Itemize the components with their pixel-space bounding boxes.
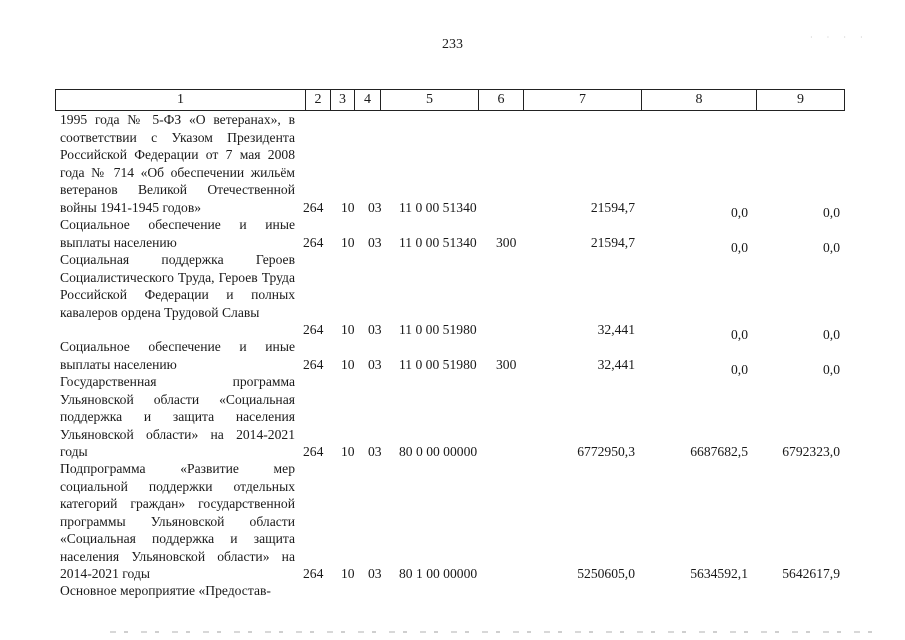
header-col-4: 4 bbox=[355, 90, 381, 111]
cell-col-9: 5642617,9 bbox=[782, 565, 840, 581]
table-body bbox=[0, 111, 905, 600]
cell-col-9: 0,0 bbox=[823, 326, 840, 342]
cell-col-2: 264 bbox=[303, 321, 324, 337]
row-description: Социальное обеспечение и иные выплаты населению bbox=[60, 339, 295, 372]
header-col-5: 5 bbox=[381, 90, 479, 111]
cell-col-3: 10 bbox=[341, 199, 355, 215]
scan-edge-artifacts bbox=[110, 631, 880, 633]
cell-col-6: 300 bbox=[496, 356, 517, 372]
header-col-6: 6 bbox=[479, 90, 524, 111]
cell-col-7: 32,441 bbox=[597, 321, 635, 337]
cell-col-7: 21594,7 bbox=[590, 234, 635, 250]
cell-col-4: 03 bbox=[368, 234, 382, 250]
cell-col-2: 264 bbox=[303, 199, 324, 215]
cell-col-4: 03 bbox=[368, 199, 382, 215]
table-row bbox=[0, 338, 905, 377]
cell-col-7: 6772950,3 bbox=[577, 443, 635, 459]
cell-col-3: 10 bbox=[341, 321, 355, 337]
cell-col-2: 264 bbox=[303, 565, 324, 581]
cell-col-3: 10 bbox=[341, 234, 355, 250]
scan-marks: · · · · bbox=[810, 33, 869, 42]
cell-col-8: 6687682,5 bbox=[690, 443, 748, 459]
cell-col-3: 10 bbox=[341, 356, 355, 372]
header-col-1: 1 bbox=[56, 90, 306, 111]
cell-col-4: 03 bbox=[368, 321, 382, 337]
cell-col-8: 0,0 bbox=[731, 239, 748, 255]
row-description: Подпрограмма «Развитие мер социальной поддержки отдельных категорий граждан» государственной программы Ульяновской области «Социальная поддержка и защита населения Ульяновской области» на 2014-2021 годы bbox=[60, 461, 295, 581]
row-description: Государственная программа Ульяновской области «Социальная поддержка и защита населения Ульяновской области» на 2014-2021 годы bbox=[60, 374, 295, 459]
cell-col-7: 32,441 bbox=[597, 356, 635, 372]
cell-col-5: 11 0 00 51980 bbox=[399, 356, 477, 372]
table-row bbox=[0, 216, 905, 255]
cell-col-8: 0,0 bbox=[731, 204, 748, 220]
cell-col-8: 5634592,1 bbox=[690, 565, 748, 581]
cell-col-7: 5250605,0 bbox=[577, 565, 635, 581]
cell-col-2: 264 bbox=[303, 356, 324, 372]
cell-col-5: 11 0 00 51340 bbox=[399, 199, 477, 215]
cell-col-9: 0,0 bbox=[823, 361, 840, 377]
row-description: Социальное обеспечение и иные выплаты населению bbox=[60, 217, 295, 250]
cell-col-7: 21594,7 bbox=[590, 199, 635, 215]
column-header-row bbox=[55, 89, 845, 111]
header-col-2: 2 bbox=[306, 90, 331, 111]
cell-col-9: 0,0 bbox=[823, 204, 840, 220]
table-row bbox=[0, 582, 905, 600]
cell-col-5: 80 1 00 00000 bbox=[399, 565, 478, 581]
header-col-3: 3 bbox=[331, 90, 355, 111]
cell-col-2: 264 bbox=[303, 234, 324, 250]
row-description: Социальная поддержка Героев Социалистического Труда, Героев Труда Российской Федерации и полных кавалеров ордена Трудовой Славы bbox=[60, 252, 295, 320]
table-row bbox=[0, 373, 905, 460]
cell-col-4: 03 bbox=[368, 356, 382, 372]
cell-col-5: 80 0 00 00000 bbox=[399, 443, 478, 459]
cell-col-8: 0,0 bbox=[731, 361, 748, 377]
page-number: 233 bbox=[442, 37, 463, 52]
cell-col-9: 0,0 bbox=[823, 239, 840, 255]
header-col-8: 8 bbox=[642, 90, 757, 111]
table-row bbox=[0, 251, 905, 342]
header-col-9: 9 bbox=[757, 90, 845, 111]
table-row bbox=[0, 460, 905, 582]
cell-col-4: 03 bbox=[368, 443, 382, 459]
row-description: Основное мероприятие «Предостав- bbox=[60, 583, 271, 598]
cell-col-3: 10 bbox=[341, 565, 355, 581]
cell-col-2: 264 bbox=[303, 443, 324, 459]
header-col-7: 7 bbox=[524, 90, 642, 111]
cell-col-4: 03 bbox=[368, 565, 382, 581]
cell-col-5: 11 0 00 51980 bbox=[399, 321, 477, 337]
cell-col-6: 300 bbox=[496, 234, 517, 250]
cell-col-5: 11 0 00 51340 bbox=[399, 234, 477, 250]
row-description: 1995 года № 5-ФЗ «О ветеранах», в соответствии с Указом Президента Российской Федерации от 7 мая 2008 года № 714 «Об обеспечении жильём ветеранов Великой Отечественной войны 1941-1945 годов» bbox=[60, 112, 295, 215]
table-row bbox=[0, 111, 905, 220]
cell-col-8: 0,0 bbox=[731, 326, 748, 342]
cell-col-3: 10 bbox=[341, 443, 355, 459]
cell-col-9: 6792323,0 bbox=[782, 443, 840, 459]
